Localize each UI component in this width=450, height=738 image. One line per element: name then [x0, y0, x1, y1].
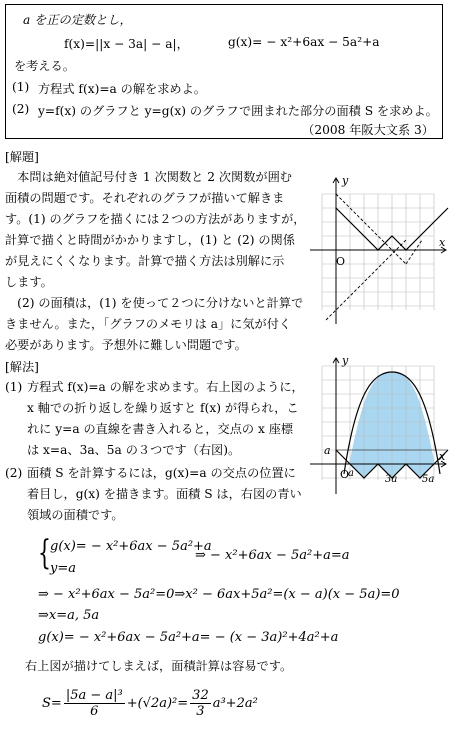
kaidai-line: 面積の問題です。それぞれのグラフが描いて解きま	[5, 191, 285, 205]
kaidai-line: 必要があります。予想外に難しい問題です。	[5, 338, 247, 352]
kaidai-line: す。(1) のグラフを描くには２つの方法がありますが，	[5, 212, 306, 226]
s1-line: は x=a、3a、5a の３つです（右図)。	[27, 443, 241, 457]
kaihou-heading: [解法]	[5, 360, 39, 374]
fraction-result-numerator: 32	[192, 688, 209, 703]
area-lhs: S=	[42, 696, 62, 711]
graph2-a-label: a	[324, 444, 331, 457]
graph2-tick-a: a	[348, 468, 354, 479]
system-eq-g: g(x)= − x²+6ax − 5a²+a	[50, 539, 212, 554]
s2-line: 着目し，g(x) を描きます。面積 S は，右図の青い	[27, 487, 302, 501]
conclusion-text: 右上図が描けてしまえば，面積計算は容易です。	[25, 659, 293, 673]
graph-area-diagram	[302, 354, 450, 502]
problem-g-def: g(x)= − x²+6ax − 5a²+a	[228, 35, 380, 49]
equation-solution: ⇒x=a, 5a	[38, 608, 100, 623]
equation-factor: ⇒ − x²+6ax − 5a²=0⇒x² − 6ax+5a²=(x − a)(x − 5a)=0	[38, 587, 400, 602]
problem-f-def: f(x)=||x − 3a| − a|，	[64, 37, 189, 51]
graph1-y-label: y	[342, 174, 349, 187]
area-tail: a³+2a²	[212, 696, 258, 711]
kaidai-line: (2) の面積は，(1) を使って２つに分けないと計算で	[5, 296, 304, 310]
problem-source: （2008 年阪大文系 3）	[302, 123, 434, 137]
fraction-cubic-denominator: 6	[90, 704, 99, 719]
graph1-x-label: x	[439, 236, 446, 249]
fraction-cubic	[64, 688, 125, 719]
equation-complete-square: g(x)= − x²+6ax − 5a²+a= − (x − 3a)²+4a²+a	[38, 630, 339, 645]
q2-text: y=f(x) のグラフと y=g(x) のグラフで囲まれた部分の面積 S を求めよ。	[38, 104, 438, 118]
system-brace: {	[38, 533, 51, 573]
problem-box	[5, 4, 443, 139]
kaidai-heading: [解題]	[5, 150, 39, 164]
area-middle: +(√2a)²=	[126, 696, 189, 711]
graph-fold-diagram	[302, 172, 450, 332]
graph2-tick-3a: 3a	[385, 474, 398, 485]
s1-line: 方程式 f(x)=a の解を求めます。右上図のように，	[27, 380, 304, 394]
q2-number: (2)	[12, 102, 30, 116]
graph2-tick-5a: 5a	[422, 474, 435, 485]
graph2-y-label: y	[342, 354, 349, 367]
graph2-x-label: x	[439, 450, 446, 463]
s2-line: 面積 S を計算するには，g(x)=a の交点の位置に	[27, 466, 296, 480]
problem-line3: を考える。	[14, 59, 75, 73]
problem-line1: a を正の定数とし，	[23, 13, 132, 27]
system-eq-y: y=a	[50, 561, 76, 576]
s1-number: (1)	[5, 380, 23, 394]
graph2-origin-label: O	[340, 468, 350, 481]
graph1-origin-label: O	[336, 255, 346, 268]
area-formula	[42, 688, 258, 719]
fraction-result-denominator: 3	[196, 704, 205, 719]
s1-line: x 軸での折り返しを繰り返すと f(x) が得られ，こ	[27, 401, 299, 415]
fraction-cubic-numerator: |5a − a|³	[65, 688, 123, 703]
s2-text	[27, 463, 302, 526]
kaidai-line: します。	[5, 275, 53, 289]
fraction-result	[190, 688, 211, 719]
kaidai-line: が見えにくくなります。計算で描く方法は別解に示	[5, 254, 285, 268]
s1-text	[27, 377, 304, 461]
kaidai-text	[5, 167, 305, 356]
s2-number: (2)	[5, 466, 23, 480]
s2-line: 領域の面積です。	[27, 508, 124, 522]
kaidai-line: きません。また，「グラフのメモリは a」に気が付く	[5, 317, 292, 331]
kaidai-line: 計算で描くと時間がかかりますし，(1) と (2) の関係	[5, 233, 295, 247]
q1-number: (1)	[12, 80, 30, 94]
kaidai-line: 本問は絶対値記号付き 1 次関数と 2 次関数が囲む	[5, 170, 292, 184]
q1-text: 方程式 f(x)=a の解を求めよ。	[38, 82, 206, 96]
s1-line: れに y=a の直線を書き入れると，交点の x 座標	[27, 422, 294, 436]
system-result: ⇒ − x²+6ax − 5a²+a=a	[195, 548, 350, 563]
